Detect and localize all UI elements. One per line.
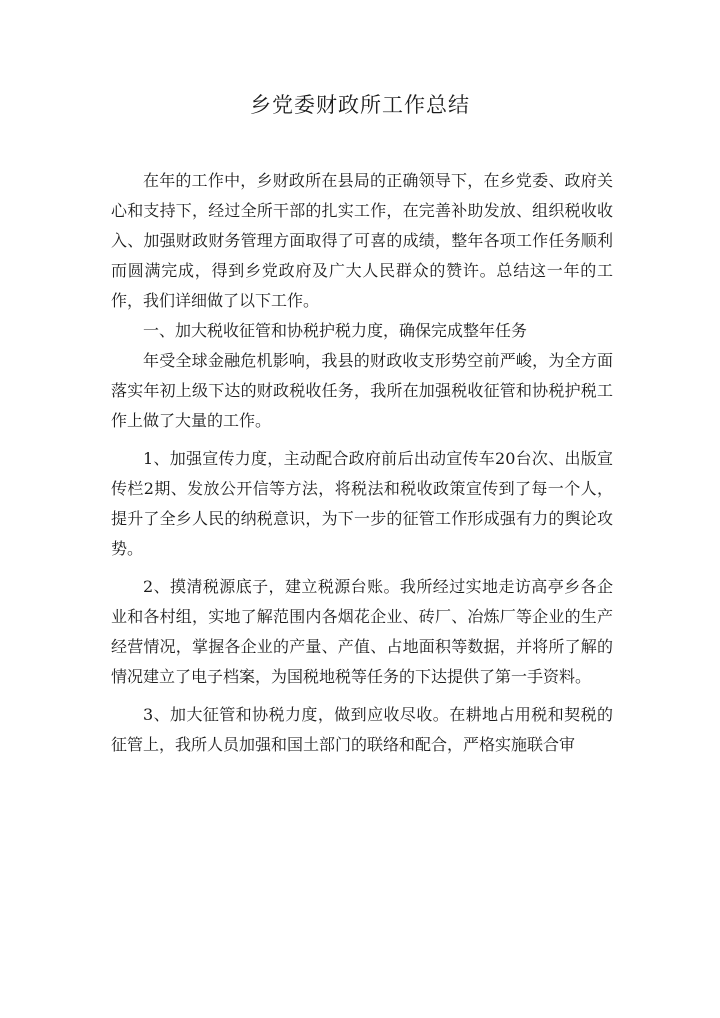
paragraph-section-1: 年受全球金融危机影响，我县的财政收支形势空前严峻，为全方面落实年初上级下达的财政税收任务，我所在加强税收征管和协税护税工作上做了大量的工作。 — [111, 351, 613, 430]
paragraph-item-3: 3、加大征管和协税力度，做到应收尽收。在耕地占用税和契税的征管上，我所人员加强和国土部门的联络和配合，严格实施联合审 — [111, 705, 613, 754]
document-title: 乡党委财政所工作总结 — [250, 93, 470, 117]
paragraph-intro: 在年的工作中，乡财政所在县局的正确领导下，在乡党委、政府关心和支持下，经过全所干部的扎实工作，在完善补助发放、组织税收收入、加强财政财务管理方面取得了可喜的成绩，整年各项工作任务顺利而圆满完成，得到乡党政府及广大人民群众的赞许。总结这一年的工作，我们详细做了以下工作。 — [111, 171, 613, 310]
document-body — [111, 166, 613, 768]
paragraph-item-1: 1、加强宣传力度，主动配合政府前后出动宣传车20台次、出版宣传栏2期、发放公开信等方法，将税法和税收政策宣传到了每一个人，提升了全乡人民的纳税意识，为下一步的征管工作形成强有力的舆论攻势。 — [111, 449, 613, 558]
paragraph-item-2: 2、摸清税源底子，建立税源台账。我所经过实地走访高亭乡各企业和各村组，实地了解范围内各烟花企业、砖厂、冶炼厂等企业的生产经营情况，掌握各企业的产量、产值、占地面积等数据，并将所了解的情况建立了电子档案，为国税地税等任务的下达提供了第一手资料。 — [111, 577, 613, 686]
section-heading-1: 一、加大税收征管和协税护税力度，确保完成整年任务 — [143, 321, 528, 340]
